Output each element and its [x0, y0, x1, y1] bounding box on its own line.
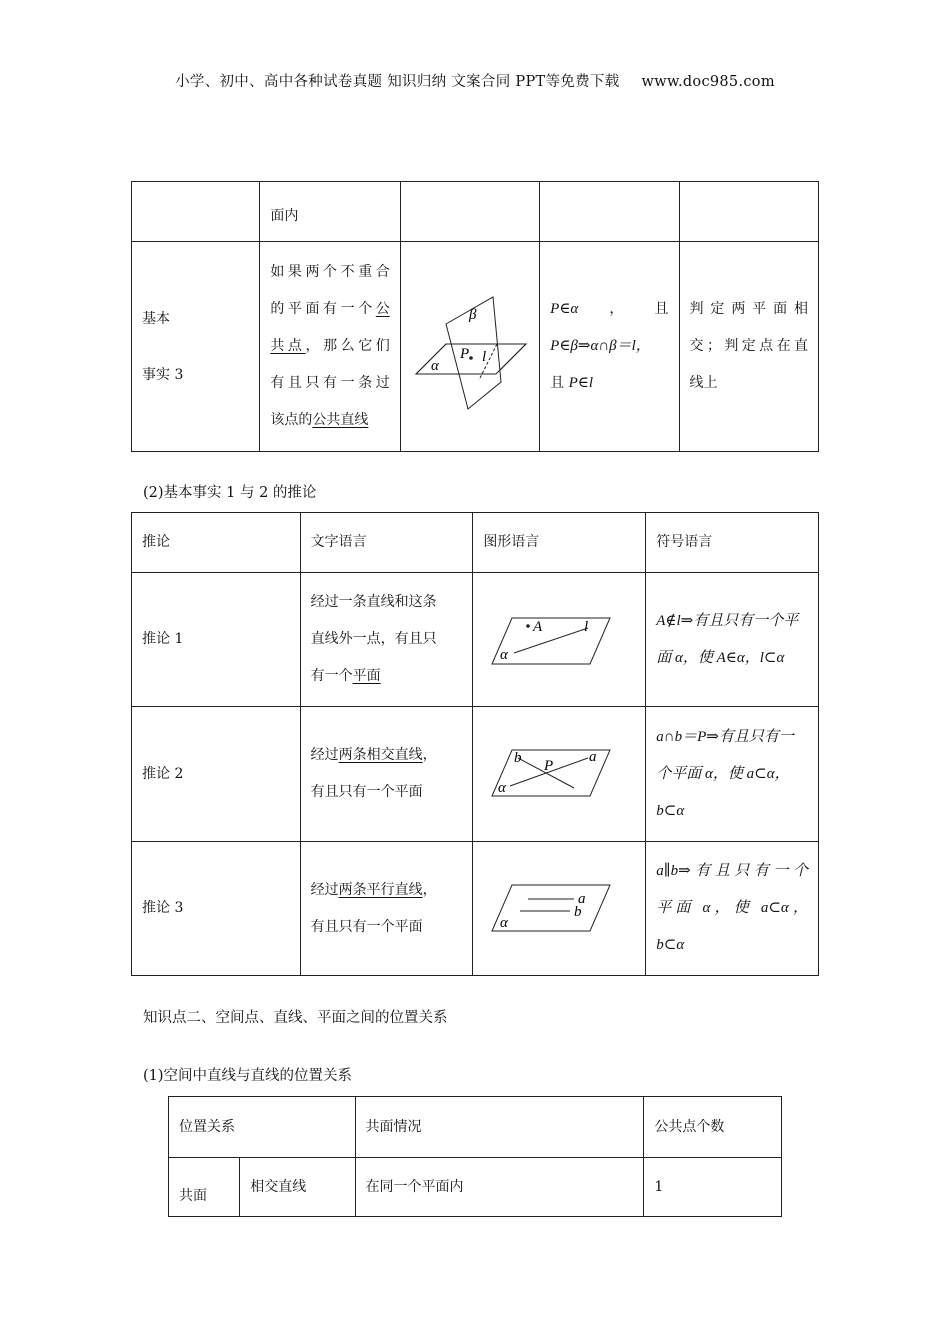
table-row — [132, 182, 819, 242]
table-cell — [473, 707, 646, 842]
text-line: 有且只有一条过 — [270, 375, 390, 391]
point-p-label: P — [459, 345, 470, 362]
text-line: 有一个平面 — [310, 668, 381, 684]
table-cell — [540, 182, 679, 242]
symbol-line: 平面 α，使 a⊂α， — [656, 900, 808, 916]
line-a-label: a — [578, 890, 586, 907]
table-header: 共面情况 — [355, 1097, 644, 1158]
table-cell: 共面 — [169, 1158, 240, 1217]
symbol-line: 且 P∈l — [550, 375, 594, 391]
table-cell — [300, 707, 473, 842]
text-line: 有且只有一个平面 — [310, 918, 423, 935]
alpha-label: α — [500, 914, 509, 931]
alpha-label: α — [500, 646, 509, 663]
text-line: 共点，那么它们 — [270, 338, 390, 354]
text-line: 经过两条相交直线， — [310, 747, 437, 763]
header-text: 小学、初中、高中各种试卷真题 知识归纳 文案合同 PPT等免费下载 — [175, 74, 620, 90]
line-a-label: a — [589, 749, 597, 765]
table-cell: 推论 3 — [132, 842, 301, 976]
table-row — [169, 1158, 782, 1217]
basic-fact-3-table — [131, 181, 819, 452]
text-line: 交；判定点在直 — [689, 338, 808, 354]
table-cell — [473, 842, 646, 976]
text-line: 经过一条直线和这条 — [310, 594, 437, 610]
intersecting-planes-figure — [411, 282, 529, 412]
beta-label: β — [468, 306, 477, 323]
row-title-line2: 事实 3 — [142, 366, 184, 383]
symbol-line: P∈β⇒α∩β＝l， — [550, 338, 651, 354]
line-b-label: b — [514, 750, 522, 766]
table-cell — [300, 842, 473, 976]
table-cell — [260, 182, 400, 242]
table-row — [132, 242, 819, 452]
text-line: 经过两条平行直线， — [310, 881, 437, 898]
symbol-line: 面 α，使 A∈α，l⊂α — [656, 649, 785, 666]
text-line: 如果两个不重合 — [270, 264, 390, 280]
symbol-line: a∩b＝P⇒有且只有一 — [656, 728, 794, 745]
line-l-label: l — [584, 618, 589, 635]
table-cell: 推论 2 — [132, 707, 301, 842]
row-title-line1: 基本 — [142, 310, 170, 327]
text-line: 有且只有一个平面 — [310, 784, 423, 800]
table-cell — [679, 242, 818, 452]
table-header: 位置关系 — [169, 1097, 356, 1158]
table-cell: 1 — [644, 1158, 782, 1217]
table-cell — [300, 573, 473, 707]
section-heading-line-relations: (1)空间中直线与直线的位置关系 — [143, 1068, 353, 1084]
table-cell — [132, 242, 260, 452]
table-cell: 相交直线 — [240, 1158, 355, 1217]
table-row — [132, 842, 819, 976]
table-cell — [540, 242, 679, 452]
table-header: 文字语言 — [300, 513, 473, 573]
text-line: 判定两平面相 — [689, 301, 808, 317]
table-row — [132, 707, 819, 842]
section-heading-corollaries: (2)基本事实 1 与 2 的推论 — [143, 485, 317, 501]
table-cell: 在同一个平面内 — [355, 1158, 644, 1217]
table-header: 图形语言 — [473, 513, 646, 573]
header-url[interactable]: www.doc985.com — [641, 74, 775, 90]
table-cell — [646, 842, 819, 976]
symbol-line: A∉l⇒有且只有一个平 — [656, 612, 799, 629]
table-row — [169, 1097, 782, 1158]
alpha-label: α — [430, 357, 439, 374]
symbol-line: b⊂α — [656, 802, 685, 819]
page-header — [0, 70, 950, 91]
text-line: 线上 — [689, 375, 718, 391]
line-b-label: b — [574, 903, 582, 920]
symbol-line: a∥b⇒有且只有一个 — [656, 863, 808, 879]
table-cell — [473, 573, 646, 707]
table-cell: 推论 1 — [132, 573, 301, 707]
point-p-label: P — [544, 758, 554, 774]
line-relations-table — [168, 1096, 782, 1217]
text-line: 的平面有一个公 — [270, 301, 390, 317]
line-l-label: l — [481, 348, 487, 365]
table-row — [132, 513, 819, 573]
text-line: 该点的公共直线 — [270, 412, 369, 428]
text-line: 直线外一点，有且只 — [310, 631, 437, 647]
section-heading-knowledge-point-2: 知识点二、空间点、直线、平面之间的位置关系 — [143, 1010, 448, 1026]
parallel-lines-figure — [484, 879, 634, 939]
plane-point-line-figure — [484, 610, 634, 670]
table-cell — [646, 573, 819, 707]
symbol-line: b⊂α — [656, 937, 685, 953]
table-header: 符号语言 — [646, 513, 819, 573]
table-cell — [260, 242, 400, 452]
symbol-line: P∈α ， 且 — [550, 301, 669, 317]
table-cell — [132, 182, 260, 242]
table-cell — [400, 242, 539, 452]
intersecting-lines-figure — [484, 744, 634, 804]
table-cell — [646, 707, 819, 842]
alpha-label: α — [498, 780, 507, 796]
cell-text: 面内 — [270, 208, 299, 224]
symbol-line: 个平面 α，使 a⊂α， — [656, 765, 790, 782]
table-cell — [400, 182, 539, 242]
table-header: 公共点个数 — [644, 1097, 782, 1158]
point-a-label: A — [533, 618, 543, 635]
table-header: 推论 — [132, 513, 301, 573]
table-row — [132, 573, 819, 707]
corollaries-table — [131, 512, 819, 976]
table-cell — [679, 182, 818, 242]
